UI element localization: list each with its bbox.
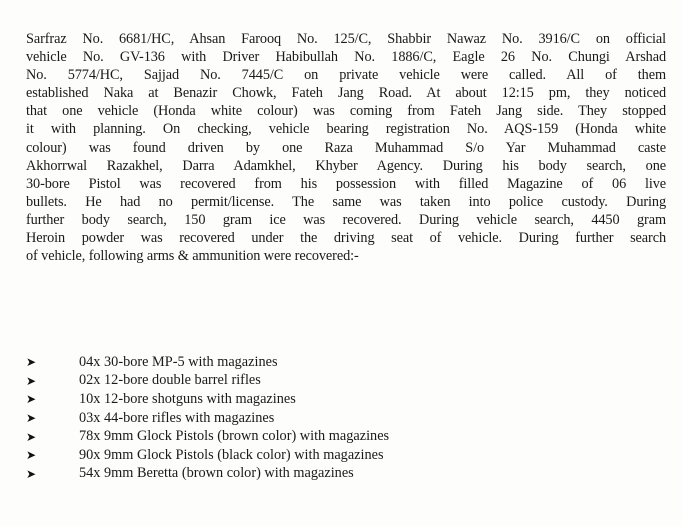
list-item-text: 03x 44-bore rifles with magazines [79, 409, 275, 426]
arrow-bullet-icon: ➤ [26, 466, 37, 481]
paragraph-line: Akhorrwal Razakhel, Darra Adamkhel, Khyber Agency. During his body search, one [26, 157, 666, 174]
list-item [26, 446, 389, 465]
list-item-text: 78x 9mm Glock Pistols (brown color) with magazines [79, 428, 390, 445]
paragraph-line: of vehicle, following arms & ammunition were recovered:- [26, 248, 359, 265]
paragraph-line: that one vehicle (Honda white colour) was coming from Fateh Jang side. They stopped [26, 103, 666, 120]
paragraph-line: vehicle No. GV-136 with Driver Habibullah No. 1886/C, Eagle 26 No. Chungi Arshad [26, 49, 666, 66]
arrow-bullet-icon: ➤ [26, 429, 37, 444]
list-item [26, 465, 389, 484]
paragraph-line: colour) was found driven by one Raza Muhammad S/o Yar Muhammad caste [26, 139, 666, 156]
paragraph-line: Sarfraz No. 6681/HC, Ahsan Farooq No. 125/C, Shabbir Nawaz No. 3916/C on official [26, 31, 666, 47]
paragraph-line: 30-bore Pistol was recovered from his possession with filled Magazine of 06 live [26, 175, 666, 192]
list-item [26, 353, 389, 372]
paragraph-line: established Naka at Benazir Chowk, Fateh Jang Road. At about 12:15 pm, they noticed [26, 85, 666, 102]
arrow-bullet-icon: ➤ [26, 448, 37, 463]
list-item [26, 427, 389, 446]
paragraph-line: further body search, 150 gram ice was recovered. During vehicle search, 4450 gram [26, 211, 666, 228]
list-item-text: 04x 30-bore MP-5 with magazines [79, 353, 278, 370]
arrow-bullet-icon: ➤ [26, 392, 37, 407]
list-item [26, 390, 389, 409]
list-item-text: 02x 12-bore double barrel rifles [79, 372, 261, 389]
recovered-arms-list [26, 353, 389, 483]
arrow-bullet-icon: ➤ [26, 373, 37, 388]
list-item [26, 372, 389, 391]
paragraph-line: bullets. He had no permit/license. The same was taken into police custody. During [26, 193, 666, 210]
list-item-text: 10x 12-bore shotguns with magazines [79, 390, 296, 407]
paragraph-line: No. 5774/HC, Sajjad No. 7445/C on private vehicle were called. All of them [26, 67, 666, 84]
list-item [26, 409, 389, 428]
report-paragraph [26, 30, 666, 265]
list-item-text: 54x 9mm Beretta (brown color) with magazines [79, 465, 354, 482]
paragraph-line: it with planning. On checking, vehicle bearing registration No. AQS-159 (Honda white [26, 121, 666, 138]
arrow-bullet-icon: ➤ [26, 411, 37, 426]
paragraph-line: Heroin powder was recovered under the driving seat of vehicle. During further search [26, 230, 666, 247]
list-item-text: 90x 9mm Glock Pistols (black color) with magazines [79, 446, 384, 463]
arrow-bullet-icon: ➤ [26, 355, 37, 370]
